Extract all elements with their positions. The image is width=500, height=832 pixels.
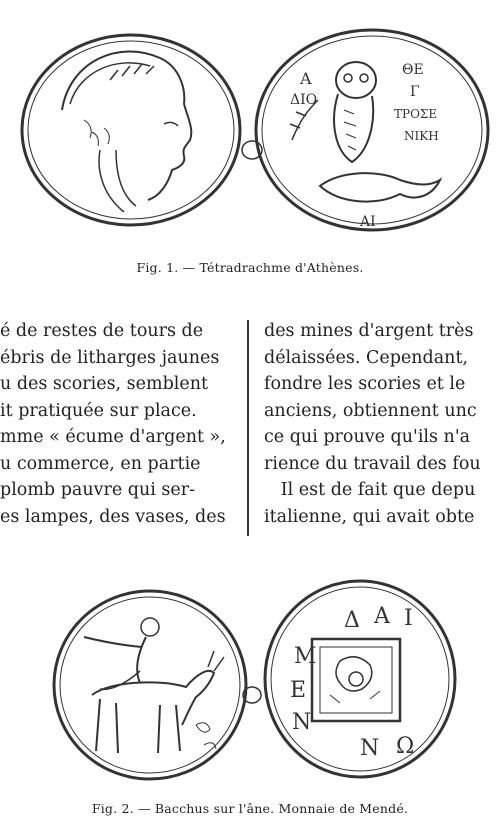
text-line: plomb pauvre qui ser- [0, 480, 196, 500]
legend-letter: ΔΙΟ [290, 92, 318, 108]
legend-letter: Γ [410, 84, 420, 100]
figure-2-caption: Fig. 2. — Bacchus sur l'âne. Monnaie de Mendé. [91, 801, 409, 816]
legend-letter: Μ [294, 644, 317, 669]
text-line: it pratiquée sur place. [0, 400, 197, 421]
figure-2 [0, 575, 500, 832]
legend-letter: ΑΙ [360, 214, 376, 230]
legend-letter: Δ [344, 608, 360, 633]
left-column [0, 318, 242, 530]
coin-obverse-athena [22, 35, 240, 225]
text-line: délaissées. Cependant, [264, 347, 469, 368]
legend-letter: Α [300, 69, 312, 88]
text-line: des mines d'argent très [264, 321, 474, 341]
column-divider [247, 320, 249, 536]
text-line: é de restes de tours de [0, 321, 204, 341]
figure-1 [0, 0, 500, 275]
text-line: italienne, qui avait obte [264, 506, 475, 527]
text-line: Il est de fait que depu [264, 480, 476, 500]
text-line: rience du travail des fou [264, 453, 481, 474]
legend-letter: Α [374, 604, 390, 629]
text-line: u commerce, en partie [0, 453, 201, 474]
coin-obverse-bacchus [54, 591, 246, 779]
legend-letter: Ν [292, 710, 312, 735]
coin-reverse-square [265, 581, 455, 777]
text-line: ce qui prouve qu'ils n'a [264, 427, 471, 447]
legend-letter: ΘΕ [402, 62, 424, 78]
legend-letter: Ν [360, 736, 380, 761]
legend-letter: Ω [396, 734, 415, 759]
text-line: mme « écume d'argent », [0, 427, 226, 447]
legend-letter: Ι [404, 606, 413, 631]
figure-1-caption: Fig. 1. — Tétradrachme d'Athènes. [136, 260, 364, 275]
legend-letter: ΤΡΟΣΕ [394, 107, 438, 121]
legend-letter: ΝΙΚΗ [404, 129, 439, 143]
right-column [264, 318, 500, 530]
text-line: fondre les scories et le [264, 374, 466, 394]
figure-1-illustration [0, 0, 500, 240]
text-line: es lampes, des vases, des [0, 506, 226, 527]
coin-reverse-owl [256, 30, 488, 230]
legend-letter: Ε [290, 678, 307, 703]
text-line: u des scories, semblent [0, 374, 209, 394]
text-line: ébris de litharges jaunes [0, 347, 220, 368]
figure-2-illustration [0, 575, 500, 785]
text-line: anciens, obtiennent unc [264, 400, 477, 421]
